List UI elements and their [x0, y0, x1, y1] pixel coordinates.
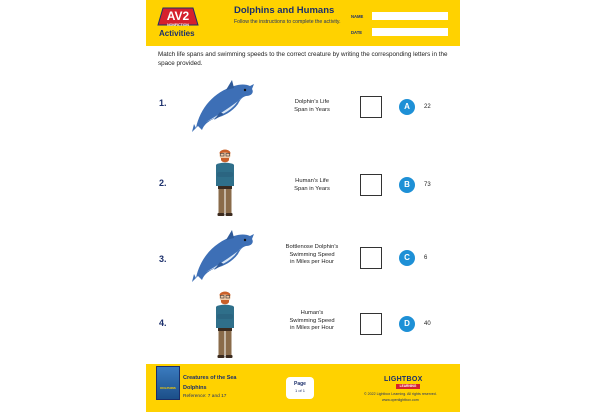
- dolphin-illustration: [188, 228, 258, 284]
- worksheet-instructions: Follow the instructions to complete the activity.: [234, 19, 341, 25]
- choice-badge: B: [399, 177, 415, 193]
- date-label: DATE: [351, 30, 363, 35]
- name-label: NAME: [351, 14, 364, 19]
- worksheet: [146, 0, 460, 412]
- item-number: 4.: [159, 318, 167, 328]
- activity-prompt: Match life spans and swimming speeds to the correct creature by writing the corresponding letters in the space provided.: [158, 51, 448, 67]
- svg-text:NONFICTION: NONFICTION: [167, 23, 189, 27]
- item-number: 2.: [159, 178, 167, 188]
- human-illustration: [212, 148, 238, 218]
- svg-text:AV2: AV2: [166, 9, 190, 23]
- choice-badge: D: [399, 316, 415, 332]
- lightbox-logo: LIGHTBOX: [384, 376, 423, 383]
- answer-box[interactable]: [360, 247, 382, 269]
- name-field[interactable]: [372, 12, 448, 20]
- choice-badge: A: [399, 99, 415, 115]
- activities-label: Activities: [159, 29, 195, 38]
- series-name: Creatures of the Sea: [183, 375, 237, 381]
- book-title: Dolphins: [183, 385, 207, 391]
- choice-value: 22: [424, 104, 431, 110]
- worksheet-title: Dolphins and Humans: [234, 5, 335, 16]
- choice-badge: C: [399, 250, 415, 266]
- human-illustration: [212, 290, 238, 360]
- av2-logo: [154, 5, 202, 27]
- book-cover-thumbnail: DOLPHINS: [156, 366, 180, 400]
- answer-box[interactable]: [360, 174, 382, 196]
- dolphin-illustration: [188, 78, 258, 134]
- choice-value: 6: [424, 255, 428, 261]
- date-field[interactable]: [372, 28, 448, 36]
- item-number: 3.: [159, 254, 167, 264]
- item-label: Human's Swimming Speed in Miles per Hour: [289, 310, 335, 331]
- publisher-url: www.openlightbox.com: [382, 398, 419, 402]
- header-bar: [146, 0, 460, 46]
- lightbox-logo-tag: LEARNING: [396, 384, 420, 389]
- answer-box[interactable]: [360, 313, 382, 335]
- answer-box[interactable]: [360, 96, 382, 118]
- choice-value: 73: [424, 182, 431, 188]
- item-label: Human's Life Span in Years: [294, 178, 330, 192]
- copyright-text: © 2022 Lightbox Learning. All rights reserved.: [364, 392, 437, 396]
- item-label: Bottlenose Dolphin's Swimming Speed in Miles per Hour: [285, 244, 339, 265]
- page-indicator: Page 1 of 1: [286, 377, 314, 399]
- item-number: 1.: [159, 98, 167, 108]
- footer-bar: [146, 364, 460, 412]
- choice-value: 40: [424, 321, 431, 327]
- page-reference: Reference: 7 and 17: [183, 394, 227, 399]
- item-label: Dolphin's Life Span in Years: [294, 99, 330, 113]
